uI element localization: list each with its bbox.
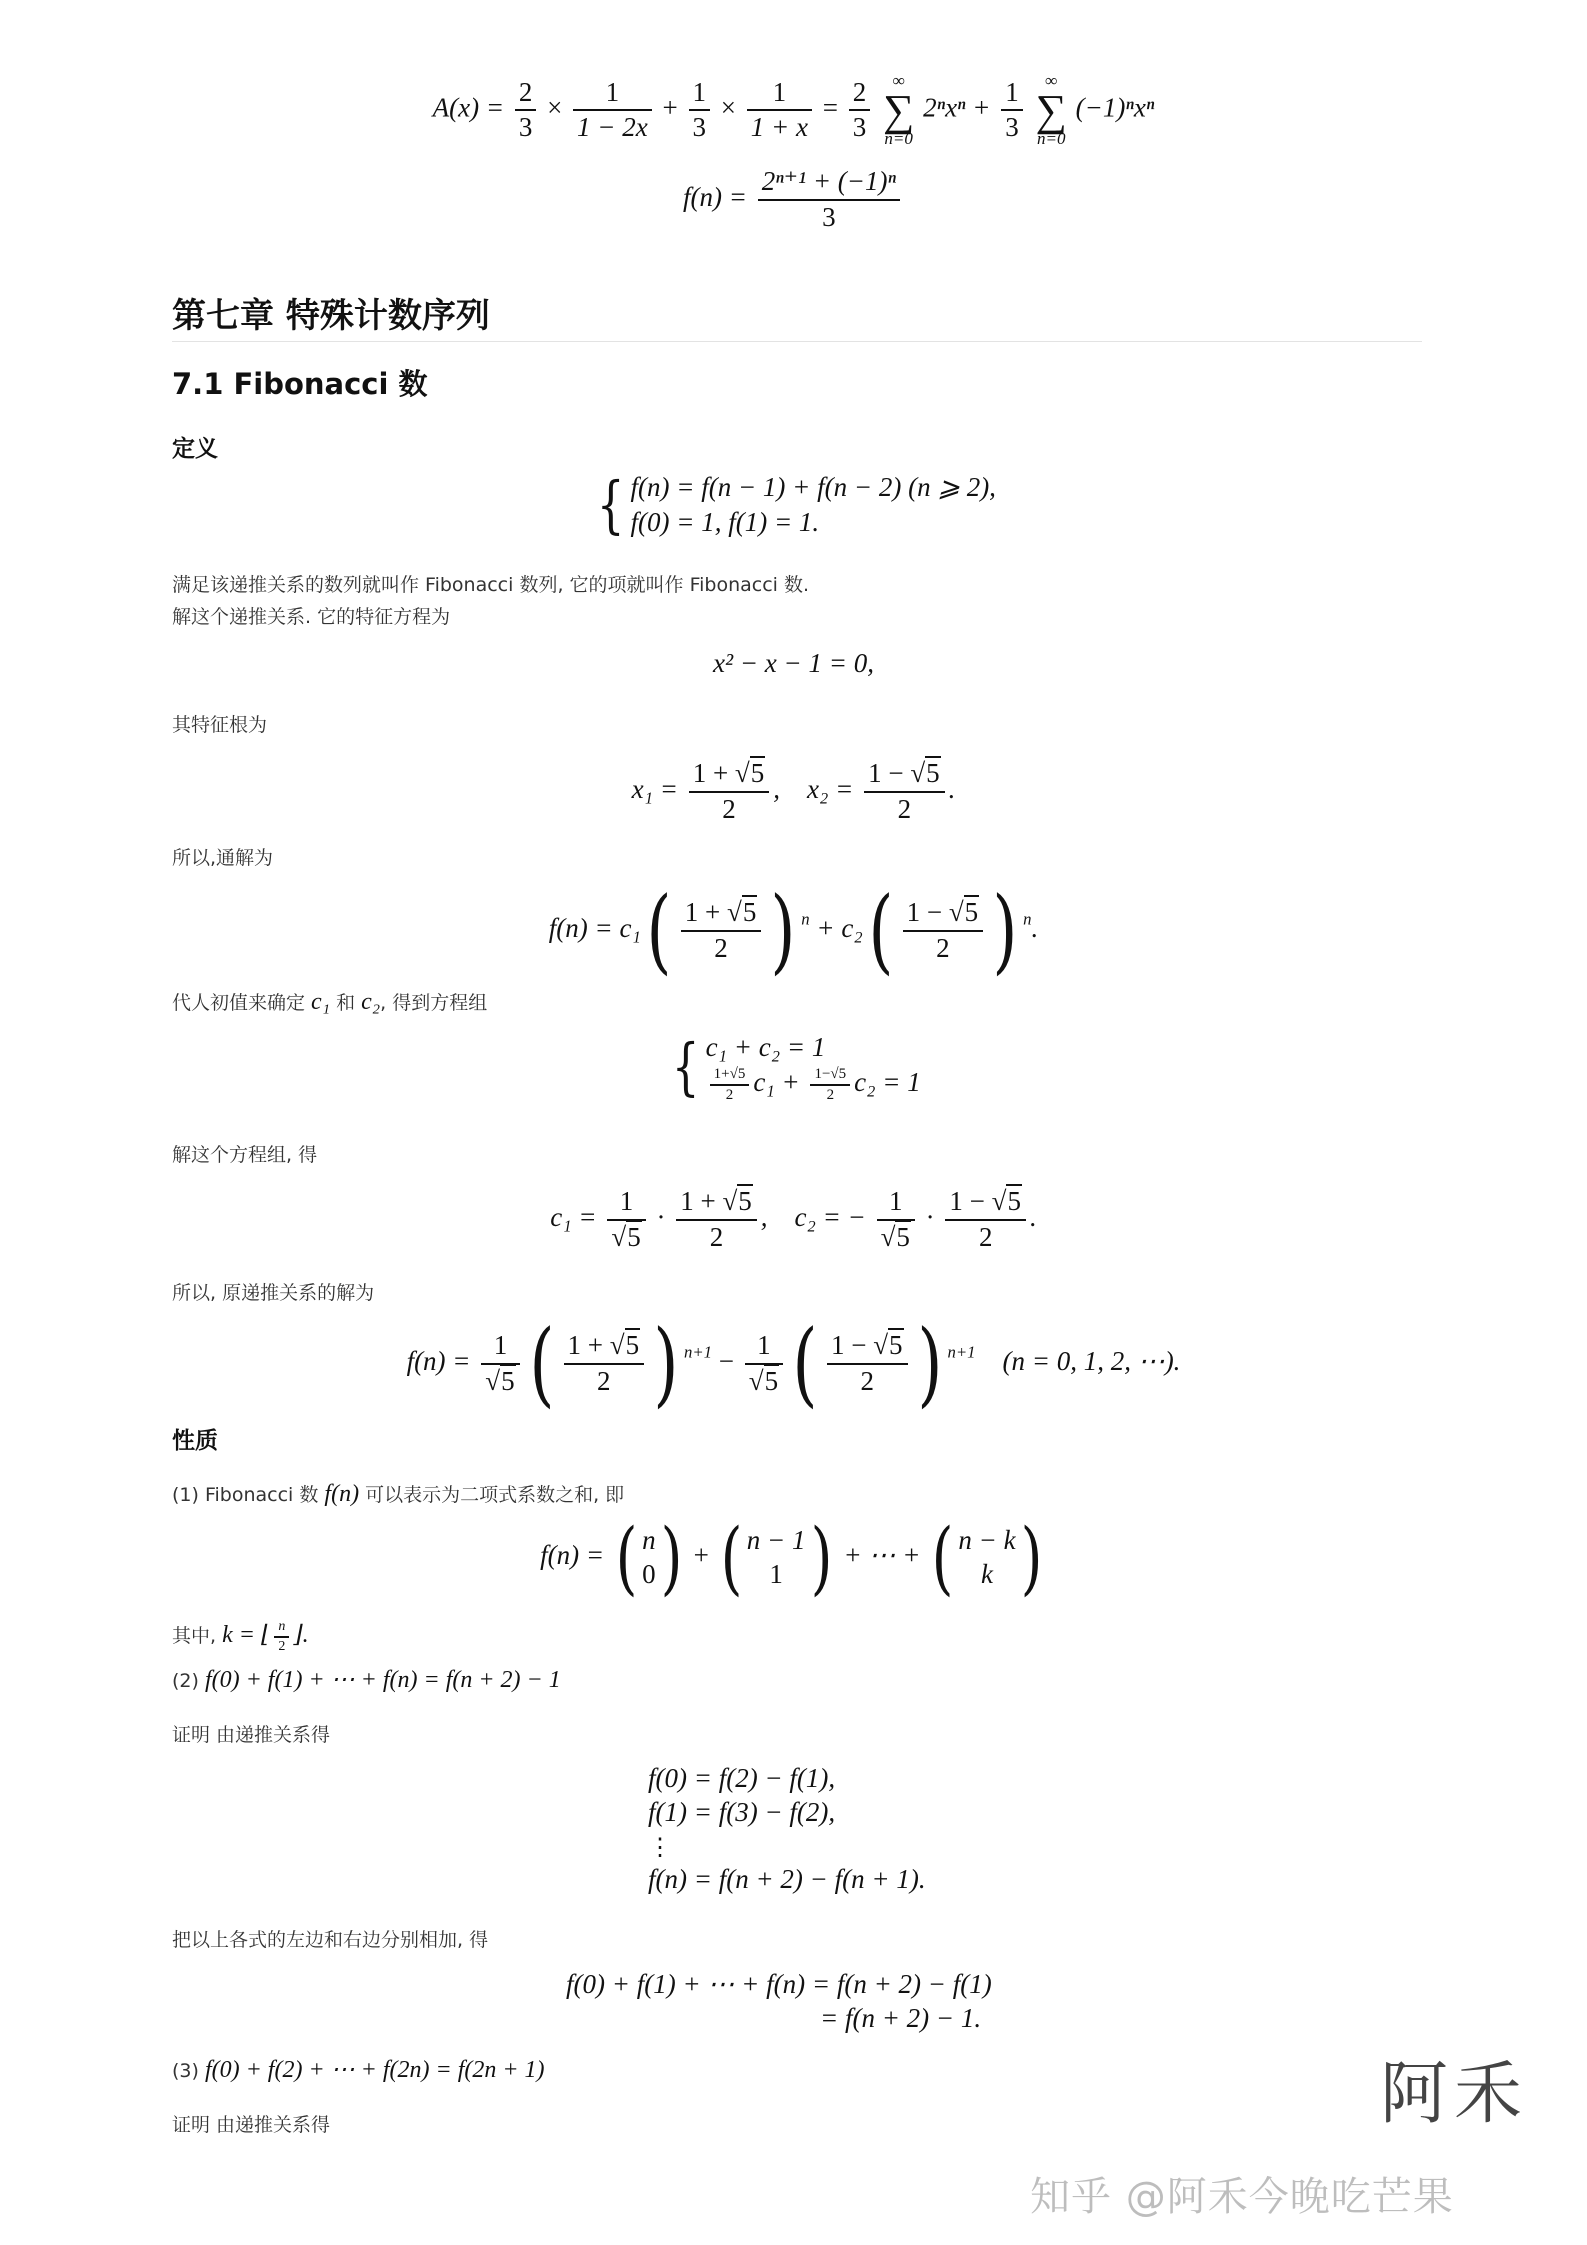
times-sign: × [547, 92, 563, 123]
fraction: $\frac{1 + √5}{2}$ [564, 1329, 645, 1399]
fraction: $\frac{1 + √5}{2}$ [676, 1185, 757, 1255]
paragraph-solve-system: 解这个方程组, 得 [172, 1144, 318, 1166]
handwritten-signature: 阿禾 [1380, 2055, 1529, 2134]
eq-a-lhs: A(x) = [432, 92, 511, 123]
properties-heading: 性质 [172, 1428, 218, 1454]
paragraph-proof-3: 证明 由递推关系得 [172, 2114, 331, 2136]
equation-characteristic: x² − x − 1 = 0, [713, 648, 874, 678]
fraction: $\frac{1}{1 + x}$ [747, 76, 812, 146]
fraction: $\frac{1 - √5}{2}$ [945, 1185, 1026, 1255]
fraction: $\frac{1}{3}$ [689, 76, 711, 146]
equation-binet-formula: f(n) = $\frac{1}{√5}$ ( $\frac{1 + √5}{2}$ ) $^{n+1}$ − $\frac{1}{√5}$ ( $\frac{1 - √5}{2}$ ) $^{n+1}$ (n = 0, 1, 2, ⋯). [406, 1310, 1181, 1417]
times-sign: × [720, 92, 736, 123]
fraction: $\frac{1 + √5}{2}$ [689, 757, 770, 827]
fraction: $\frac{1 - √5}{2}$ [864, 757, 945, 827]
equation-roots: x₁ = $\frac{1 + √5}{2}$ , x₂ = $\frac{1 - √5}{2}$ . [0, 757, 1587, 827]
fraction: $\frac{2}{3}$ [515, 76, 537, 146]
summation: ∞ ∑ n=0 [1035, 71, 1067, 149]
fraction: $\frac{1}{3}$ [1001, 76, 1023, 146]
equation-proof-lines: f(0) = f(2) − f(1), f(1) = f(3) − f(2), ⋮ f(n) = f(n + 2) − f(n + 1). [648, 1763, 926, 1895]
equation-fibonacci-definition: { f(n) = f(n − 1) + f(n − 2) (n ⩾ 2), f(0) = 1, f(1) = 1. [596, 468, 996, 542]
plus-sign: + [662, 92, 678, 123]
paragraph-roots: 其特征根为 [172, 714, 268, 736]
paragraph-general: 所以,通解为 [172, 847, 274, 869]
paragraph-solve: 解这个递推关系. 它的特征方程为 [172, 606, 451, 628]
vertical-dots: ⋮ [648, 1834, 672, 1861]
paragraph-k-definition: 其中, k = ⌊ $\frac{n}{2}$ ⌋. [172, 1619, 309, 1654]
sum-term: (−1)ⁿxⁿ [1075, 92, 1155, 123]
fraction: $\frac{1}{√5}$ [607, 1185, 645, 1255]
chapter-title: 第七章 特殊计数序列 [172, 296, 490, 336]
equation-coefficients: c₁ = $\frac{1}{√5}$ · $\frac{1 + √5}{2}$ , c₂ = − $\frac{1}{√5}$ · $\frac{1 - √5}{2}$ . [0, 1185, 1587, 1255]
fraction: $\frac{1 - √5}{2}$ [903, 896, 984, 966]
definition-heading: 定义 [172, 436, 218, 462]
equals-sign: = [822, 92, 838, 123]
paragraph-definition: 满足该递推关系的数列就叫作 Fibonacci 数列, 它的项就叫作 Fibonacci 数. [172, 574, 810, 596]
fraction: $\frac{\text{2ⁿ⁺¹ + (−1)ⁿ}}{3}$ [758, 165, 900, 235]
paragraph-property-2: (2) f(0) + f(1) + ⋯ + f(n) = f(n + 2) − 1 [172, 1667, 561, 1693]
paragraph-proof-1: 证明 由递推关系得 [172, 1724, 331, 1746]
fraction: $\frac{2}{3}$ [849, 76, 871, 146]
left-brace: { [672, 1030, 700, 1104]
equation-generating-function [0, 72, 1587, 149]
summation: ∞ ∑ n=0 [882, 71, 915, 149]
paragraph-initial-values: 代人初值来确定 c₁ 和 c₂, 得到方程组 [172, 989, 488, 1015]
equation-closed-form: f(n) = $\frac{\text{2ⁿ⁺¹ + (−1)ⁿ}}{3}$ [0, 165, 1587, 235]
equation-sum-result: f(0) + f(1) + ⋯ + f(n) = f(n + 2) − f(1) = f(n + 2) − 1. [566, 1969, 992, 2033]
fraction: $\frac{1}{√5}$ [877, 1185, 915, 1255]
equation-system: { c₁ + c₂ = 1 $\frac{1+√5}{2}$ c₁ + $\frac{1-√5}{2}$ c₂ = 1 [672, 1030, 921, 1104]
fraction: $\frac{1}{√5}$ [745, 1329, 783, 1399]
sum-term: 2ⁿxⁿ + [923, 92, 991, 123]
paragraph-add: 把以上各式的左边和右边分别相加, 得 [172, 1929, 489, 1951]
section-title: 7.1 Fibonacci 数 [172, 367, 428, 401]
fraction: $\frac{1}{√5}$ [481, 1329, 519, 1399]
paragraph-final-solution: 所以, 原递推关系的解为 [172, 1282, 375, 1304]
chapter-divider [172, 341, 1422, 342]
equation-general-solution: f(n) = c₁( $\frac{1 + √5}{2}$ ) $^n$ + c₂( $\frac{1 - √5}{2}$ ) $^n$. [548, 877, 1039, 984]
paragraph-property-3: (3) f(0) + f(2) + ⋯ + f(2n) = f(2n + 1) [172, 2057, 545, 2083]
equation-binomial-sum: f(n) = ( n 0 ) + ( n − 1 1 ) + ⋯ + ( n − k k ) [540, 1511, 1043, 1604]
fraction: $\frac{1 + √5}{2}$ [681, 896, 762, 966]
fraction: $\frac{1}{1 - 2x}$ [573, 76, 652, 146]
paragraph-property-1: (1) Fibonacci 数 f(n) 可以表示为二项式系数之和, 即 [172, 1481, 625, 1507]
fraction: $\frac{1 - √5}{2}$ [827, 1329, 908, 1399]
left-brace: { [596, 468, 625, 542]
watermark: 知乎 @阿禾今晚吃芒果 [1030, 2174, 1454, 2220]
